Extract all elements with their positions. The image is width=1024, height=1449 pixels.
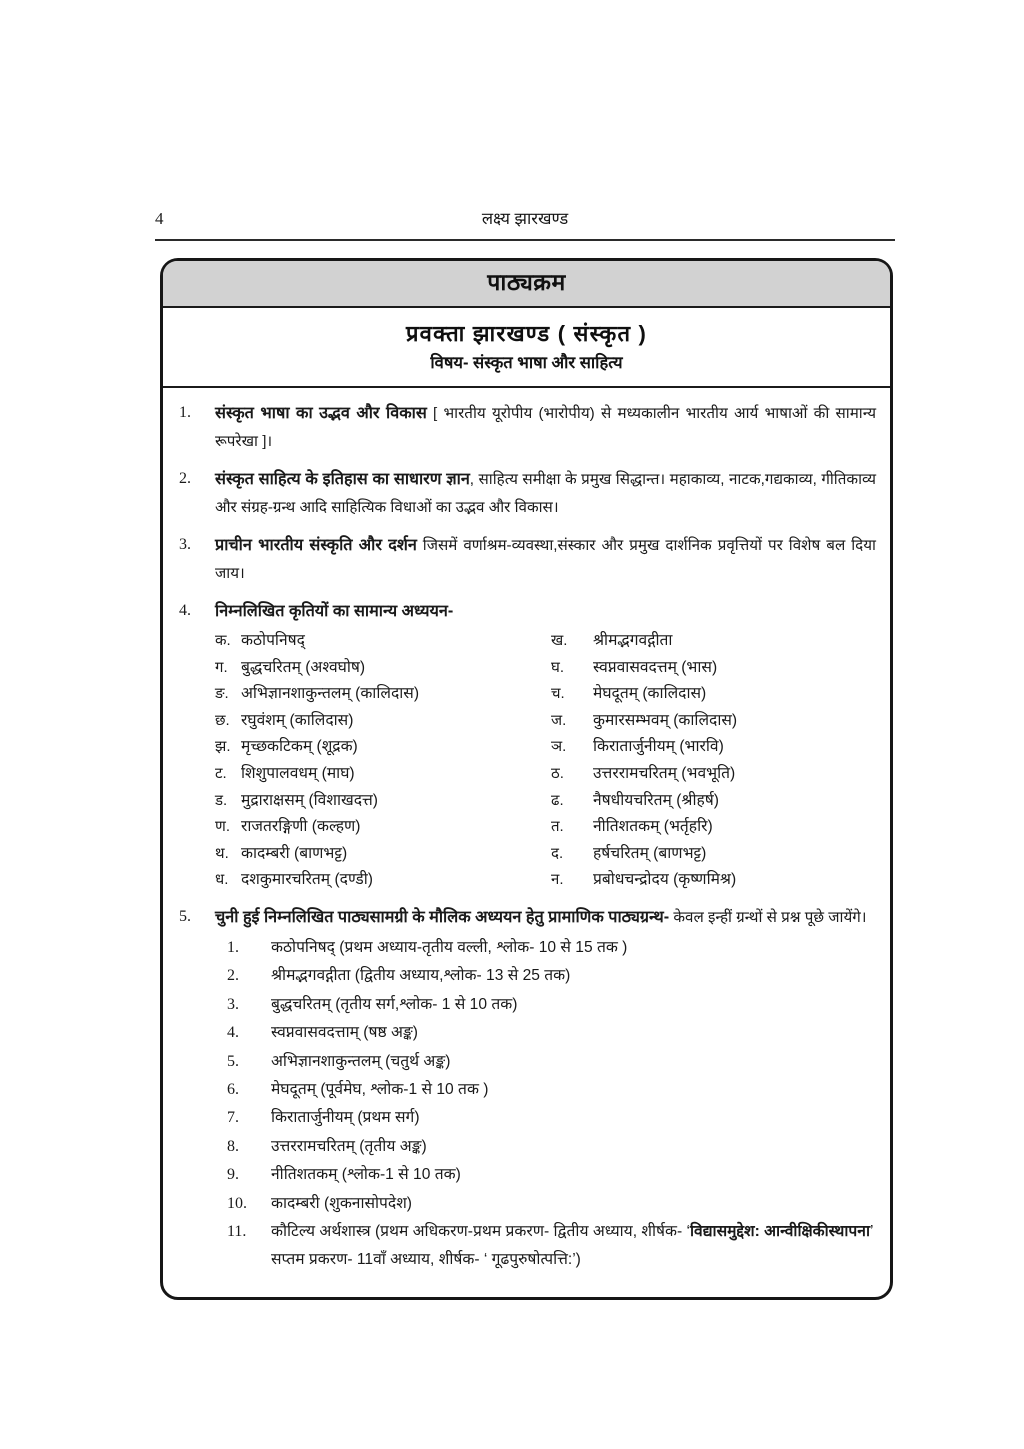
text-title: कादम्बरी (शुकनासोपदेश) [271,1194,412,1212]
item-body [215,465,876,522]
work-title: श्रीमद्भगवद्गीता [593,632,673,649]
prescribed-text-row [227,1161,876,1189]
item-lead: प्राचीन भारतीय संस्कृति और दर्शन [215,536,417,554]
text-number: 10. [227,1194,247,1212]
work-label: ज. [551,711,567,729]
prescribed-text-row [227,1133,876,1161]
text-plain-start: कौटिल्य अर्थशास्त्र (प्रथम अधिकरण-प्रथम प्रकरण- द्वितीय अध्याय, शीर्षक- ‘ [271,1223,691,1240]
work-title: स्वप्नवासवदत्तम् (भास) [593,658,718,676]
work-label: ङ. [215,685,229,703]
work-title: कादम्बरी (बाणभट्ट) [241,844,348,862]
syllabus-item-3 [173,531,876,588]
text-title: अभिज्ञानशाकुन्तलम् (चतुर्थ अङ्क) [271,1052,451,1070]
work-label: त. [551,818,564,836]
item-lead: निम्नलिखित कृतियों का सामान्य अध्ययन- [215,602,454,620]
text-title: कठोपनिषद् (प्रथम अध्याय-तृतीय वल्ली, श्लोक- 10 से 15 तक ) [271,938,628,956]
subject-line: विषय- संस्कृत भाषा और साहित्य [430,354,623,372]
prescribed-text-row [227,1218,876,1246]
text-bold-heading-2: गूढपुरुषोत्पत्ति: [491,1251,573,1269]
work-title: उत्तररामचरितम् (भवभूति) [593,764,736,782]
prescribed-text-row [227,1048,876,1076]
work-title: दशकुमारचरितम् (दण्डी) [241,871,373,889]
text-title: उत्तररामचरितम् (तृतीय अङ्क) [271,1137,427,1155]
work-label: थ. [215,844,229,862]
text-title: किरातार्जुनीयम् (प्रथम सर्ग) [271,1109,420,1127]
item-body [215,597,876,626]
text-title: नीतिशतकम् (श्लोक-1 से 10 तक) [271,1166,461,1184]
item-rest: [ भारतीय यूरोपीय (भारोपीय) से मध्यकालीन भारतीय आर्य भाषाओं की सामान्य रूपरेखा ]। [215,405,876,450]
work-label: ठ. [551,764,564,782]
item-body [215,531,876,588]
item-number: 5. [179,907,191,925]
text-title [271,1218,876,1246]
work-label: ध. [215,871,229,889]
work-label: झ. [215,738,231,756]
text-title: मेघदूतम् (पूर्वमेघ, श्लोक-1 से 10 तक ) [271,1080,489,1098]
text-number: 8. [227,1137,239,1155]
text-title: श्रीमद्भगवद्गीता (द्वितीय अध्याय,श्लोक- 13 से 25 तक) [271,967,571,985]
works-two-column-list [215,628,876,894]
item-lead: संस्कृत साहित्य के इतिहास का साधारण ज्ञान [215,470,470,488]
text-number: 6. [227,1080,239,1098]
item-rest: , साहित्य समीक्षा के प्रमुख सिद्धान्त। महाकाव्य, नाटक,गद्यकाव्य, गीतिकाव्य और संग्रह-ग्रन्थ आदि साहित्यिक विधाओं का उद्भव और विकास। [215,471,876,516]
prescribed-text-row [227,1019,876,1047]
item-number: 4. [179,602,191,619]
work-title: राजतरङ्गिणी (कल्हण) [241,818,361,836]
syllabus-box [160,258,893,1300]
header-divider [155,239,895,241]
work-label: ख. [551,632,568,649]
page-number: 4 [155,209,164,228]
prescribed-text-row [227,991,876,1019]
work-title: नैषधीयचरितम् (श्रीहर्ष) [593,791,719,809]
work-label: घ. [551,658,565,676]
item-body [215,903,876,932]
text-title: स्वप्नवासवदत्ताम् (षष्ठ अङ्क) [271,1024,418,1042]
prescribed-text-row [227,962,876,990]
item-lead: संस्कृत भाषा का उद्भव और विकास [215,404,427,422]
prescribed-text-continuation [271,1246,876,1274]
item-number: 2. [179,470,191,487]
syllabus-item-4 [173,597,876,626]
syllabus-item-2 [173,465,876,522]
title-block [163,308,890,388]
prescribed-text-row [227,1104,876,1132]
syllabus-body [163,388,890,1297]
prescribed-text-list [227,934,876,1275]
work-title: अभिज्ञानशाकुन्तलम् (कालिदास) [241,685,420,703]
item-rest: केवल इन्हीं ग्रन्थों से प्रश्न पूछे जायेंगे। [669,908,867,926]
text-number: 5. [227,1052,239,1070]
syllabus-item-5 [173,903,876,932]
text-quote-close-1: ’ [869,1223,874,1240]
text-quote-close-2: ’) [572,1251,581,1269]
item-lead: चुनी हुई निम्नलिखित पाठ्यसामग्री के मौलिक अध्ययन हेतु प्रामाणिक पाठ्यग्रन्थ- [215,907,670,926]
text-number: 3. [227,995,239,1013]
work-title: किरातार्जुनीयम् (भारवि) [593,738,724,756]
work-label: ग. [215,658,228,676]
work-label: ड. [215,791,228,809]
prescribed-text-row [227,934,876,962]
work-label: छ. [215,711,230,729]
work-label: क. [215,632,231,649]
band-title: पाठ्यक्रम [487,269,566,295]
work-title: कुमारसम्भवम् (कालिदास) [593,711,738,729]
text-number: 11. [227,1223,247,1240]
item-number: 1. [179,404,191,421]
work-label: ढ. [551,791,564,809]
work-title: मुद्राराक्षसम् (विशाखदत्त) [241,791,378,809]
work-label: च. [551,685,565,703]
text-number: 4. [227,1024,239,1042]
prescribed-text-row [227,1190,876,1218]
work-title: मृच्छकटिकम् (शूद्रक) [241,738,358,756]
running-header [155,208,895,240]
syllabus-band [163,261,890,308]
work-title: मेघदूतम् (कालिदास) [593,685,707,703]
item-rest: जिसमें वर्णाश्रम-व्यवस्था,संस्कार और प्रमुख दार्शनिक प्रवृत्तियों पर विशेष बल दिया जाय। [215,537,876,582]
work-label: ञ. [551,738,567,756]
text-number: 9. [227,1166,239,1184]
work-title: बुद्धचरितम् (अश्वघोष) [241,658,366,676]
work-label: द. [551,844,564,862]
work-label: ण. [215,818,231,836]
text-number: 2. [227,967,239,985]
work-title: शिशुपालवधम् (माघ) [241,764,355,782]
text-plain-second: सप्तम प्रकरण- 11वाँ अध्याय, शीर्षक- ‘ [271,1251,492,1269]
text-title: बुद्धचरितम् (तृतीय सर्ग,श्लोक- 1 से 10 तक) [271,995,518,1013]
syllabus-item-1 [173,399,876,456]
work-title: हर्षचरितम् (बाणभट्ट) [593,844,707,862]
prescribed-text-row [227,1076,876,1104]
exam-title: प्रवक्ता झारखण्ड ( संस्कृत ) [405,321,648,346]
item-number: 3. [179,536,191,553]
work-label: ट. [215,764,227,782]
item-body [215,399,876,456]
text-bold-heading-1: विद्यासमुद्देश: आन्वीक्षिकीस्थापना [690,1223,870,1240]
work-title: कठोपनिषद् [241,632,305,649]
text-number: 7. [227,1109,239,1127]
work-title: नीतिशतकम् (भर्तृहरि) [593,818,713,836]
work-title: रघुवंशम् (कालिदास) [241,711,354,729]
book-title: लक्ष्य झारखण्ड [481,210,569,228]
work-title: प्रबोधचन्द्रोदय (कृष्णमिश्र) [593,871,737,889]
text-number: 1. [227,938,239,956]
work-label: न. [551,871,564,889]
